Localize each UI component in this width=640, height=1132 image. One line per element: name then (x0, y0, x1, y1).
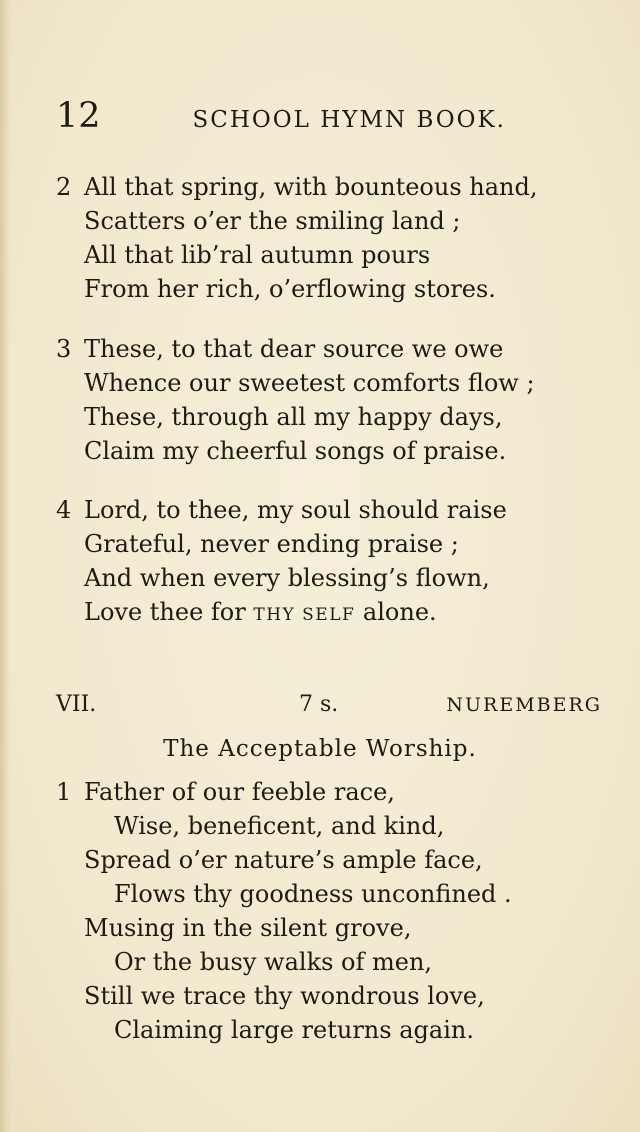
verse-line (56, 595, 576, 629)
verse-text: These, through all my happy days, (84, 403, 503, 431)
verse-line (56, 911, 576, 945)
verse-line (56, 843, 576, 877)
verse-line (56, 332, 576, 366)
verse-text: From her rich, o’erflowing stores. (84, 275, 496, 303)
verse-text: Lord, to thee, my soul should raise (84, 496, 507, 524)
hymn-title: The Acceptable Worship. (163, 736, 477, 762)
stanza-number: 2 (56, 173, 72, 201)
verse-line (56, 809, 576, 843)
verse-text: These, to that dear source we owe (84, 335, 504, 363)
verse-text: Scatters o’er the smiling land ; (84, 207, 461, 235)
verse-line (56, 400, 576, 434)
verse-text: Spread o’er nature’s ample face, (84, 846, 483, 874)
verse-line (56, 775, 576, 809)
stanza-number: 3 (56, 335, 72, 363)
stanza-4 (56, 493, 576, 629)
running-head: SCHOOL HYMN BOOK. (192, 107, 506, 133)
verse-text: Claim my cheerful songs of praise. (84, 437, 507, 465)
verse-text: Or the busy walks of men, (114, 948, 433, 976)
stanza-3 (56, 332, 576, 468)
verse-text: Claiming large returns again. (114, 1016, 474, 1044)
verse-text: Grateful, never ending praise ; (84, 530, 459, 558)
verse-text-before: Love thee for (84, 598, 254, 626)
verse-text: Musing in the silent grove, (84, 914, 412, 942)
verse-line (56, 434, 576, 468)
verse-text: Whence our sweetest comforts flow ; (84, 369, 535, 397)
hymn-heading (56, 688, 602, 722)
page-header (56, 96, 506, 140)
verse-text: All that spring, with bounteous hand, (84, 173, 538, 201)
small-caps-emphasis: THY SELF (253, 605, 356, 625)
hymn-7-stanza-1 (56, 775, 576, 1047)
verse-text: Still we trace thy wondrous love, (84, 982, 485, 1010)
verse-text: Flows thy goodness unconfined . (114, 880, 512, 908)
verse-line (56, 527, 576, 561)
verse-text (84, 595, 437, 632)
hymn-tune: NUREMBERG (446, 694, 602, 716)
verse-line (56, 561, 576, 595)
hymn-meter: 7 s. (299, 692, 339, 717)
verse-line (56, 979, 576, 1013)
verse-text: And when every blessing’s flown, (84, 564, 490, 592)
verse-text: Father of our feeble race, (84, 778, 395, 806)
verse-line (56, 272, 576, 306)
verse-text: All that lib’ral autumn pours (84, 241, 431, 269)
stanza-2 (56, 170, 576, 306)
verse-line (56, 877, 576, 911)
verse-line (56, 366, 576, 400)
verse-text: Wise, beneficent, and kind, (114, 812, 445, 840)
verse-line (56, 204, 576, 238)
verse-line (56, 170, 576, 204)
verse-line (56, 1013, 576, 1047)
page-number: 12 (56, 96, 101, 136)
hymn-number: VII. (56, 692, 97, 717)
verse-line (56, 493, 576, 527)
page-gutter-shadow (0, 0, 10, 1132)
stanza-number: 1 (56, 778, 72, 806)
verse-text-after: alone. (355, 598, 437, 626)
verse-line (56, 238, 576, 272)
stanza-number: 4 (56, 496, 72, 524)
verse-line (56, 945, 576, 979)
